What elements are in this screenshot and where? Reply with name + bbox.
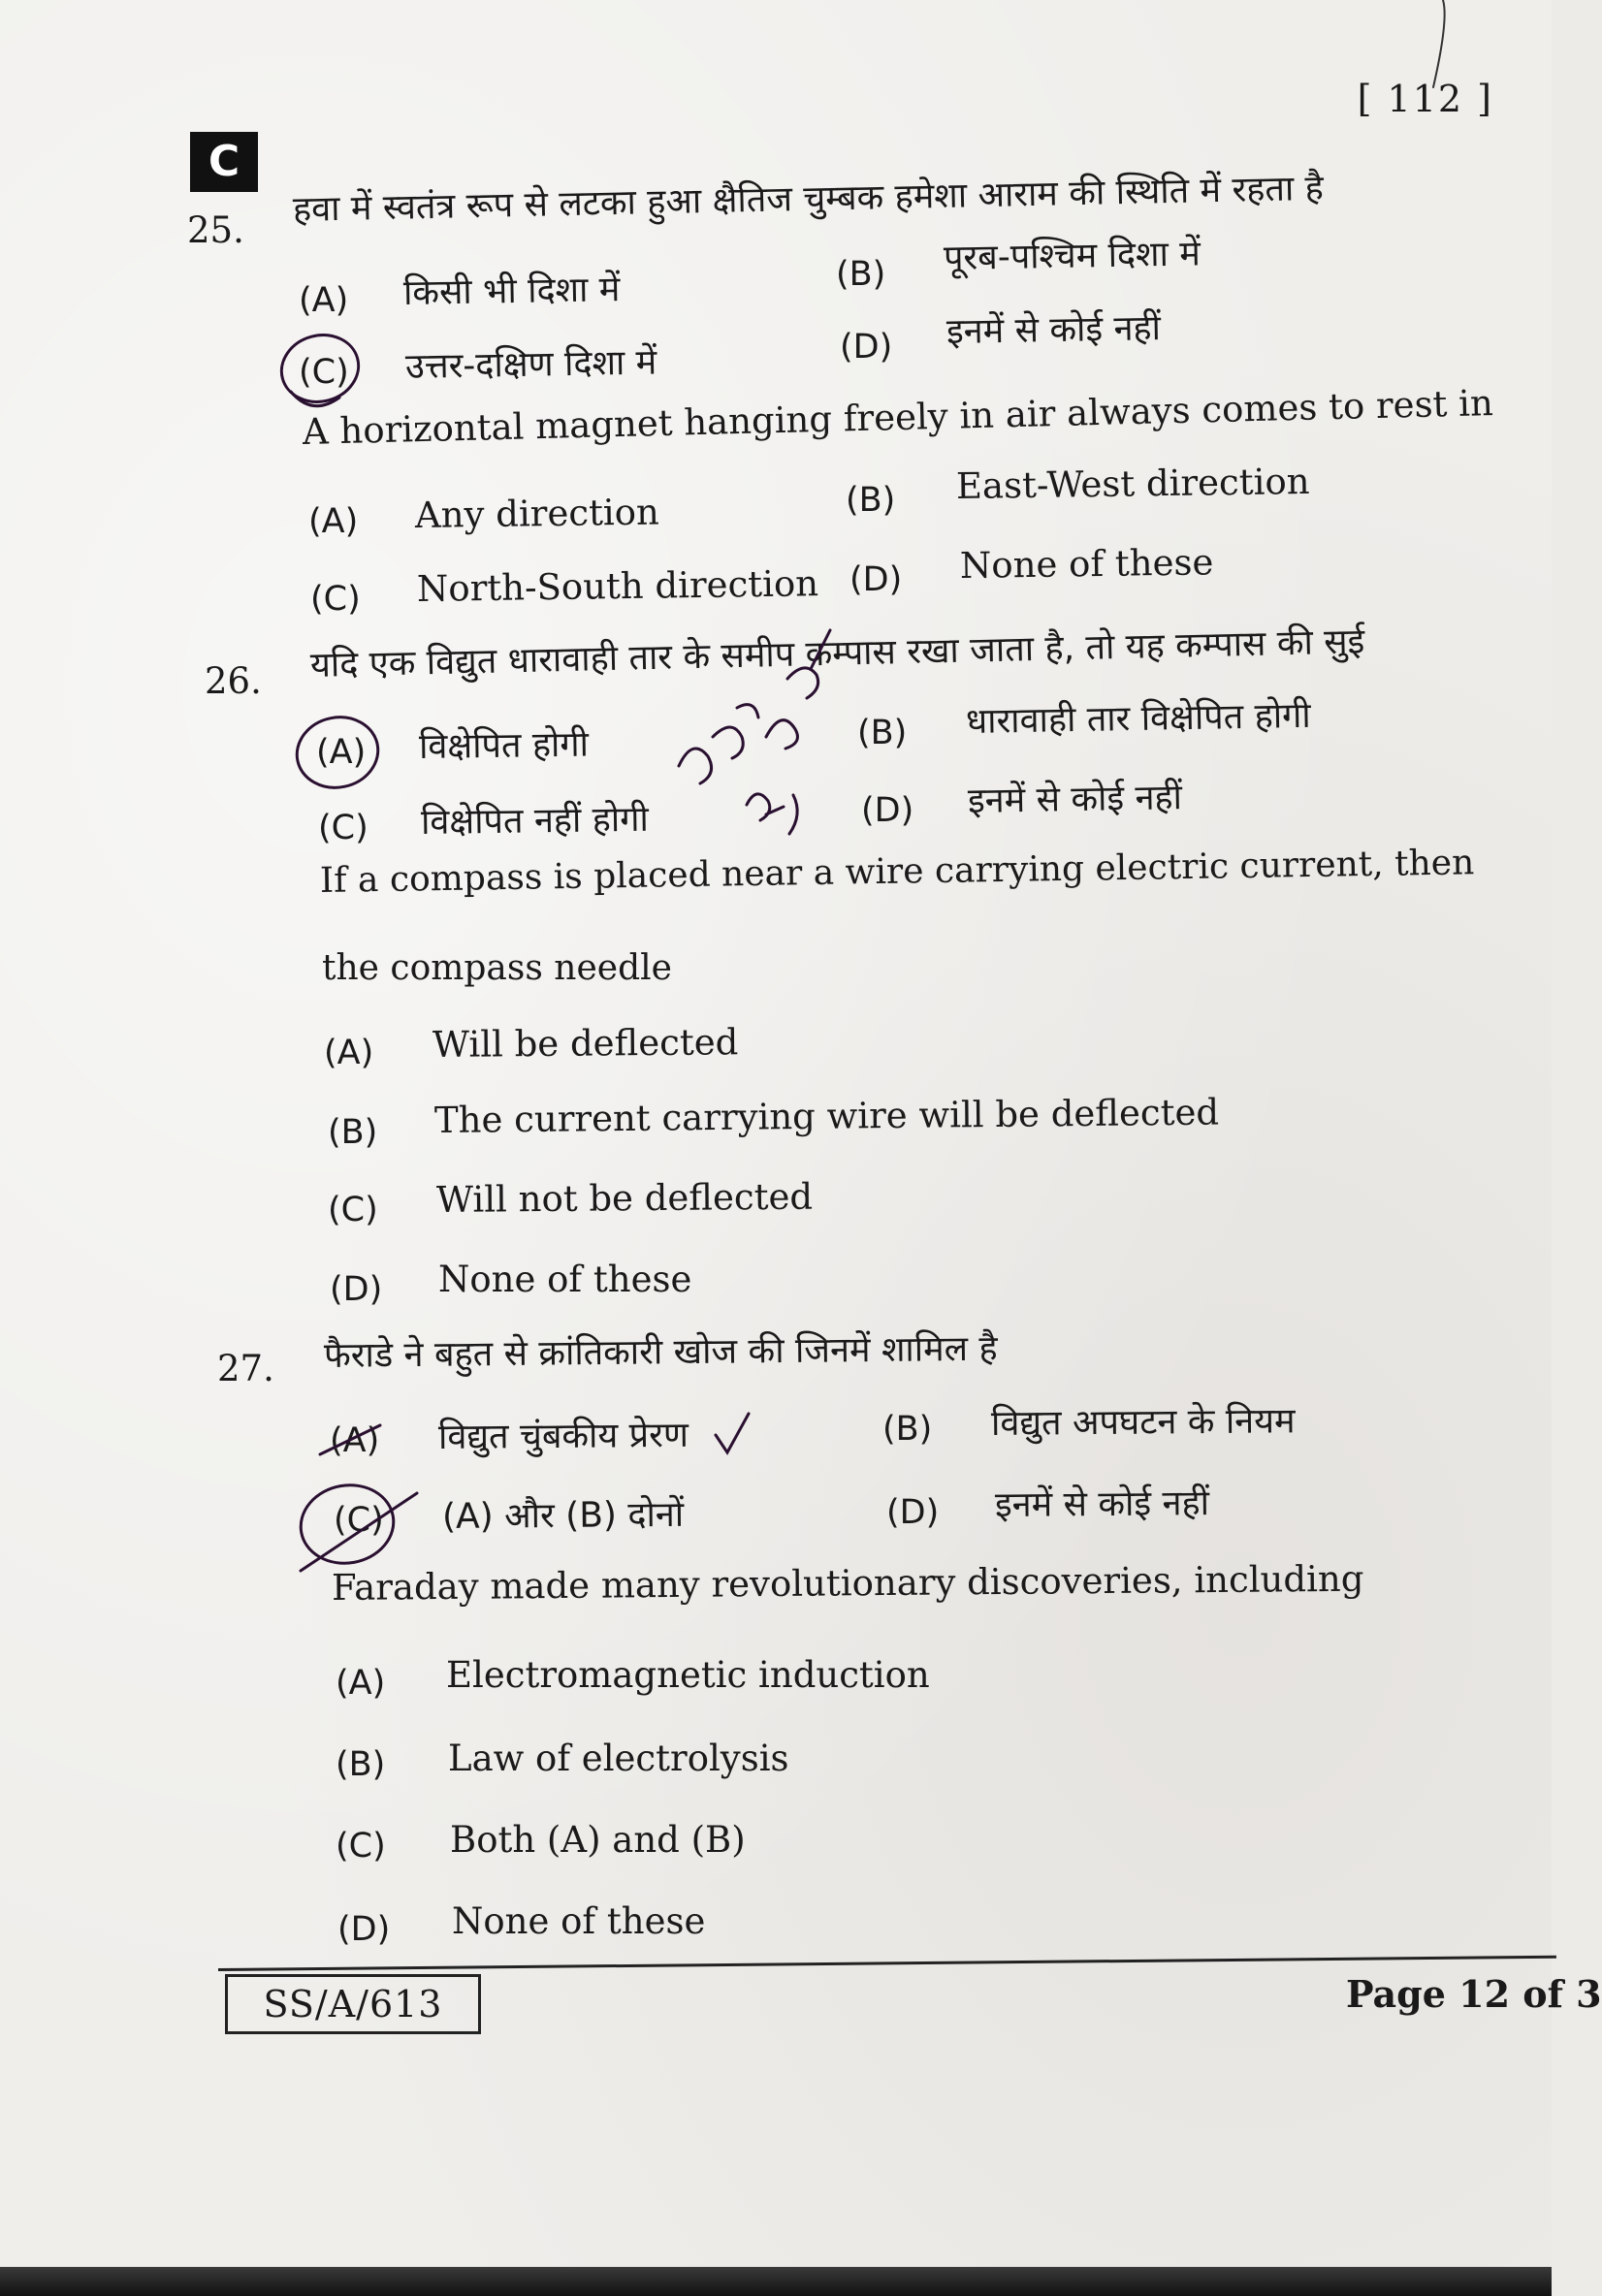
option-text-hindi: विद्युत अपघटन के नियम xyxy=(990,1401,1296,1444)
option-text-hindi: पूरब-पश्चिम दिशा में xyxy=(943,234,1202,278)
option-letter: (C) xyxy=(334,1501,384,1540)
question-number: 26. xyxy=(205,660,262,702)
option-letter: (C) xyxy=(299,353,349,392)
paper-code: SS/A/613 xyxy=(225,1974,481,2034)
question-text-hindi: फैराडे ने बहुत से क्रांतिकारी खोज की जिनमें शामिल है xyxy=(323,1328,998,1376)
option-text-hindi: इनमें से कोई नहीं xyxy=(945,308,1162,352)
option-letter: (B) xyxy=(857,714,908,752)
option-text-hindi: उत्तर-दक्षिण दिशा में xyxy=(404,342,657,387)
option-letter: (B) xyxy=(336,1745,386,1784)
option-text-english: Will not be deflected xyxy=(435,1175,814,1221)
question-number: 25. xyxy=(187,209,244,251)
option-text-hindi: विद्युत चुंबकीय प्रेरण xyxy=(437,1415,689,1457)
option-letter: (A) xyxy=(316,733,367,772)
option-text-english: Will be deflected xyxy=(432,1021,739,1066)
option-text-hindi: विक्षेपित नहीं होगी xyxy=(420,799,650,843)
option-letter: (D) xyxy=(849,560,903,599)
option-text-hindi: विक्षेपित होगी xyxy=(418,724,590,767)
option-letter: (D) xyxy=(337,1910,391,1949)
question-text-english: the compass needle xyxy=(322,948,672,988)
option-letter: (D) xyxy=(840,328,893,367)
option-letter: (A) xyxy=(330,1421,380,1460)
option-letter: (C) xyxy=(310,580,361,619)
option-text-english: Both (A) and (B) xyxy=(450,1819,746,1861)
question-text-english: A horizontal magnet hanging freely in air always comes to rest in xyxy=(302,382,1494,453)
option-text-english: The current carrying wire will be deflected xyxy=(433,1091,1220,1141)
option-text-english: East-West direction xyxy=(955,460,1310,507)
option-text-english: Electromagnetic induction xyxy=(446,1654,930,1696)
set-badge: C xyxy=(190,132,258,192)
option-letter: (C) xyxy=(318,809,368,847)
option-letter: (A) xyxy=(308,502,359,541)
question-text-english: Faraday made many revolutionary discoveries, including xyxy=(331,1557,1364,1609)
question-number: 27. xyxy=(217,1348,274,1389)
option-text-english: None of these xyxy=(452,1900,706,1942)
question-text-english: If a compass is placed near a wire carrying electric current, then xyxy=(319,843,1475,901)
scan-edge-shadow xyxy=(0,2267,1552,2296)
option-text-english: Law of electrolysis xyxy=(448,1738,789,1779)
option-letter: (C) xyxy=(336,1827,386,1866)
page-number: [ 112 ] xyxy=(1357,78,1493,120)
question-text-hindi: यदि एक विद्युत धारावाही तार के समीप कम्पास रखा जाता है, तो यह कम्पास की सुई xyxy=(309,622,1365,686)
option-letter: (D) xyxy=(886,1493,940,1532)
option-text-hindi: (A) और (B) दोनों xyxy=(441,1494,685,1537)
option-letter: (D) xyxy=(861,791,914,830)
option-letter: (A) xyxy=(336,1664,386,1703)
option-text-hindi: इनमें से कोई नहीं xyxy=(994,1483,1210,1525)
option-letter: (B) xyxy=(836,255,886,294)
option-text-english: None of these xyxy=(959,541,1214,587)
option-text-hindi: धारावाही तार विक्षेपित होगी xyxy=(965,695,1312,742)
option-letter: (C) xyxy=(328,1191,378,1229)
option-letter: (B) xyxy=(882,1410,933,1449)
page-indicator: Page 12 of 3 xyxy=(1346,1972,1602,2016)
question-text-hindi: हवा में स्वतंत्र रूप से लटका हुआ क्षैतिज चुम्बक हमेशा आराम की स्थिति में रहता है xyxy=(292,168,1325,230)
option-letter: (B) xyxy=(846,481,896,520)
option-text-english: Any direction xyxy=(414,491,660,536)
option-text-english: North-South direction xyxy=(416,562,819,610)
option-text-hindi: इनमें से कोई नहीं xyxy=(967,778,1183,821)
option-letter: (A) xyxy=(324,1034,374,1072)
option-text-english: None of these xyxy=(438,1259,692,1300)
option-letter: (B) xyxy=(328,1113,378,1152)
option-letter: (A) xyxy=(299,281,349,320)
option-text-hindi: किसी भी दिशा में xyxy=(402,270,621,313)
option-letter: (D) xyxy=(330,1270,383,1309)
